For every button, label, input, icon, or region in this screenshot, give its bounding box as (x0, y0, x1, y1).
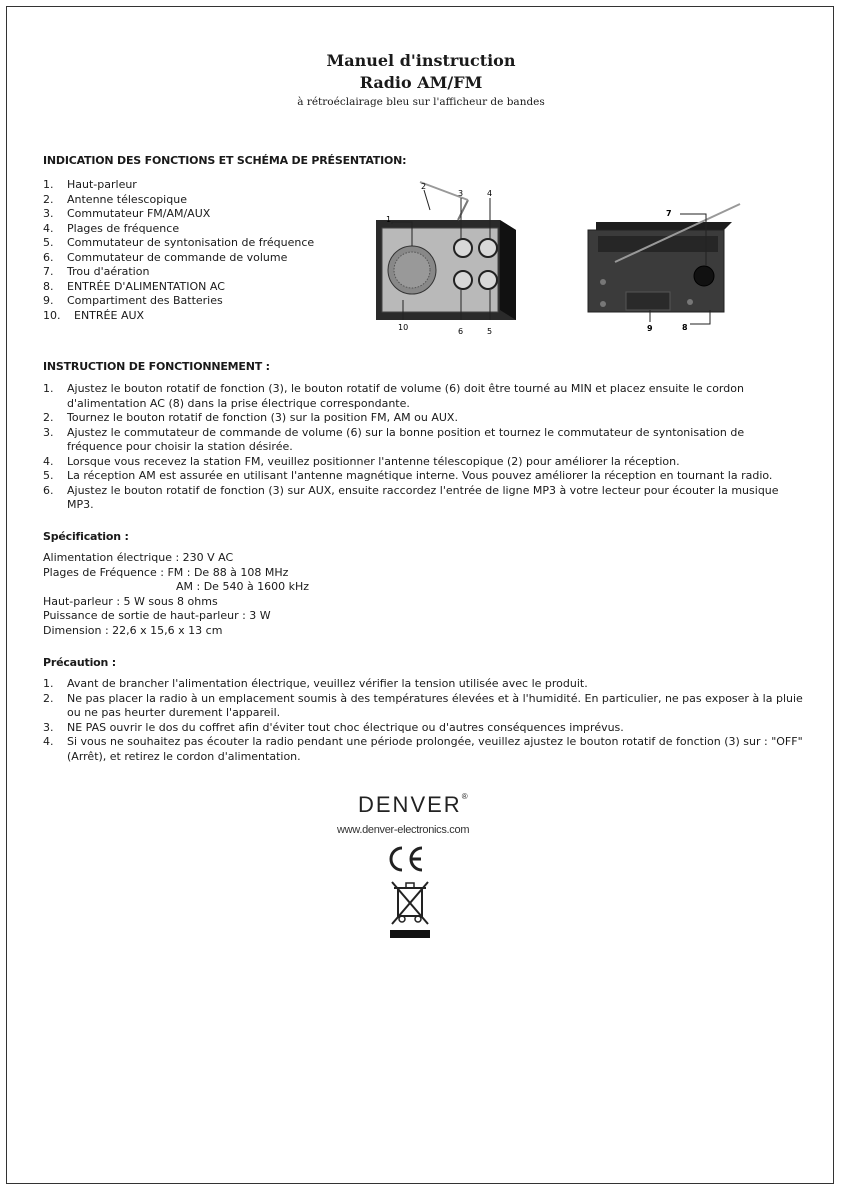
list-item: 3. Ajustez le commutateur de commande de volume (6) sur la bonne position et tournez le commutateur de syntonisation de fréquence pour choisir la station désirée. (43, 425, 745, 453)
list-item: 1. Ajustez le bouton rotatif de fonction (3), le bouton rotatif de volume (6) doit être tourné au MIN et placez ensuite le cordon d'alimentation AC (8) dans la prise électrique correspondante. (43, 382, 744, 410)
title-block (0, 50, 842, 108)
list-item: 6. Ajustez le bouton rotatif de fonction (3) sur AUX, ensuite raccordez l'entrée de ligne MP3 à votre lecteur pour écouter la musique MP3. (43, 483, 779, 511)
list-item: 3. Commutateur FM/AM/AUX (43, 207, 211, 220)
specification-heading: Spécification : (43, 530, 129, 543)
functions-list (43, 178, 314, 323)
list-item: 5. Commutateur de syntonisation de fréquence (43, 236, 315, 249)
list-item: 2. Ne pas placer la radio à un emplacement soumis à des températures élevées et à l'humidité. En particulier, ne pas exposer à la pluie ou ne pas heurter durement l'appareil. (43, 691, 803, 719)
operation-list (43, 382, 803, 513)
callout-8: 8 (682, 323, 688, 332)
radio-diagram (360, 180, 760, 340)
spec-dimension: Dimension : 22,6 x 15,6 x 13 cm (43, 623, 223, 637)
website-url: www.denver-electronics.com (337, 824, 470, 836)
operation-heading: INSTRUCTION DE FONCTIONNEMENT : (43, 360, 270, 373)
callout-6: 6 (458, 327, 464, 336)
list-item: 10. ENTRÉE AUX (43, 308, 145, 322)
list-item: 4. Plages de fréquence (43, 221, 180, 235)
functions-heading: INDICATION DES FONCTIONS ET SCHÉMA DE PRÉSENTATION: (43, 154, 407, 167)
callout-7: 7 (666, 209, 672, 218)
radio-back-image (588, 204, 740, 312)
denver-logo: DENVER® (358, 792, 468, 817)
list-item: 9. Compartiment des Batteries (43, 294, 223, 307)
list-item: 1. Avant de brancher l'alimentation électrique, veuillez vérifier la tension utilisée avec le produit. (43, 677, 588, 690)
callout-3: 3 (458, 189, 464, 198)
list-item: 2. Antenne télescopique (43, 192, 187, 206)
callout-5: 5 (487, 327, 493, 336)
spec-freq-fm: Plages de Fréquence : FM : De 88 à 108 MHz (43, 565, 289, 579)
list-item: 5. La réception AM est assurée en utilisant l'antenne magnétique interne. Vous pouvez améliorer la réception en tournant la radio. (43, 469, 773, 482)
callout-1: 1 (386, 215, 392, 224)
callout-4: 4 (487, 189, 493, 198)
precaution-heading: Précaution : (43, 656, 116, 669)
page-title: Manuel d'instruction (326, 51, 516, 70)
callout-9: 9 (647, 324, 653, 333)
footer-logos (318, 786, 518, 946)
spec-freq-am: AM : De 540 à 1600 kHz (176, 580, 310, 593)
ce-mark-icon (384, 844, 428, 874)
list-item: 6. Commutateur de commande de volume (43, 250, 288, 264)
list-item: 3. NE PAS ouvrir le dos du coffret afin d'éviter tout choc électrique ou d'autres conséquences imprévus. (43, 720, 624, 734)
list-item: 1. Haut-parleur (43, 178, 137, 191)
weee-bin-icon (388, 878, 432, 940)
callout-2: 2 (421, 182, 427, 191)
list-item: 7. Trou d'aération (43, 265, 150, 278)
radio-front-image (376, 182, 516, 320)
list-item: 2. Tournez le bouton rotatif de fonction (3) sur la position FM, AM ou AUX. (43, 411, 458, 424)
list-item: 4. Lorsque vous recevez la station FM, veuillez positionner l'antenne télescopique (2) pour améliorer la réception. (43, 454, 680, 468)
list-item: 4. Si vous ne souhaitez pas écouter la radio pendant une période prolongée, veuillez ajustez le bouton rotatif de fonction (3) sur : "OFF" (Arrêt), et retirez le cordon d'alimentation. (43, 735, 803, 763)
list-item: 8. ENTRÉE D'ALIMENTATION AC (43, 279, 225, 293)
spec-power: Alimentation électrique : 230 V AC (43, 551, 234, 564)
spec-output: Puissance de sortie de haut-parleur : 3 W (43, 609, 271, 622)
specification-block (43, 551, 309, 638)
page-subtitle-model: Radio AM/FM (359, 73, 483, 92)
callout-10: 10 (398, 323, 409, 332)
page-tagline: à rétroéclairage bleu sur l'afficheur de bandes (297, 96, 545, 108)
precaution-list (43, 677, 803, 764)
spec-speaker: Haut-parleur : 5 W sous 8 ohms (43, 594, 218, 608)
